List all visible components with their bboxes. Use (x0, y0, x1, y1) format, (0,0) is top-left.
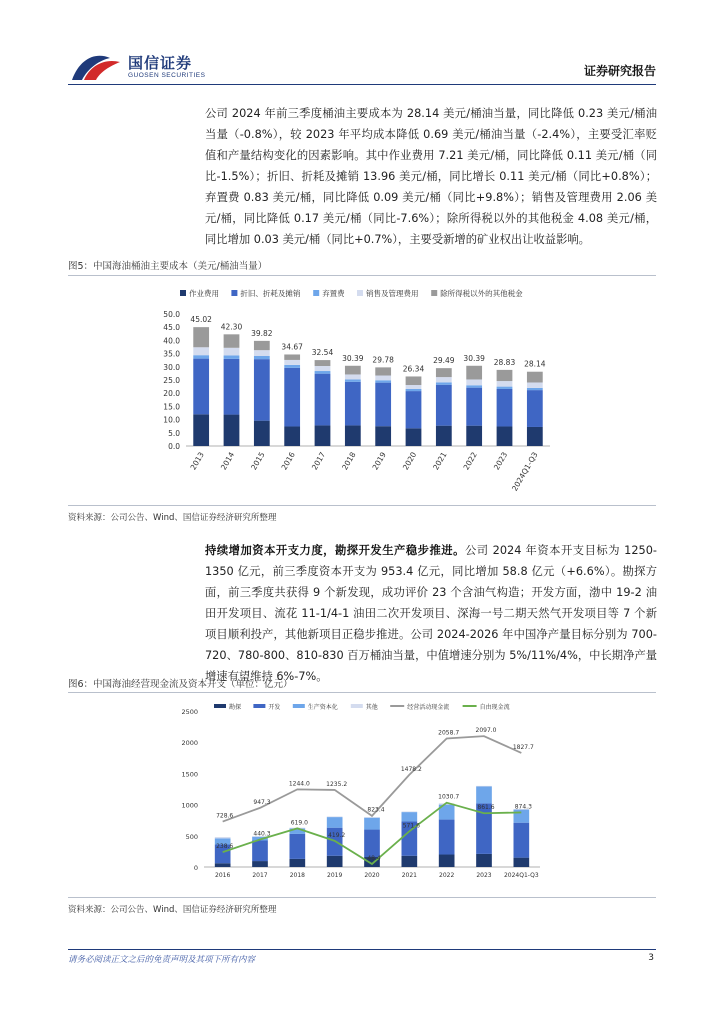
logo-text-en: GUOSEN SECURITIES (128, 72, 206, 79)
total-label: 28.14 (524, 359, 546, 369)
legend-swatch-3 (357, 290, 363, 296)
legend-label-1: 折旧、折耗及摊销 (240, 289, 301, 298)
x2-tick-label: 2022 (439, 872, 455, 879)
capex-segment-1 (513, 823, 529, 858)
header-divider (68, 84, 656, 85)
bar-segment-2 (375, 380, 391, 382)
y-tick-label: 35.0 (163, 349, 180, 359)
bar-segment-0 (224, 415, 240, 446)
capex-segment-2 (513, 810, 529, 823)
capex-segment-0 (215, 863, 231, 867)
bar-segment-2 (315, 371, 331, 374)
y2-tick-label: 1000 (181, 801, 198, 810)
figure6-source: 资料来源：公司公告、Wind、国信证券经济研究所整理 (68, 905, 277, 915)
capex-segment-3 (364, 817, 380, 818)
report-type: 证券研究报告 (583, 64, 656, 78)
line-value-label: 1244.0 (288, 780, 310, 788)
paragraph-cost: 公司 2024 年前三季度桶油主要成本为 28.14 美元/桶油当量，同比降低 0.23 美元/桶油当量（-0.8%），较 2023 年平均成本降低 0.69 美元/桶油当量（-2.4%），主要受汇率贬值和产量结构变化的因素影响。其中作业费用 7.21 美元/桶，同比降低 0.11 美元/桶（同比-1.5%）；折旧、折耗及摊销 13.96 美元/桶，同比增长 0.11 美元/桶（同比+0.8%）；弃置费 0.83 美元/桶，同比降低 0.09 美元/桶（同比+9.8%）；销售及管理费用 2.06 美元/桶，同比降低 0.17 美元/桶（同比-7.6%）；除所得税以外的其他税金 4.08 美元/桶，同比增加 0.03 美元/桶（同比+0.7%），主要受新增的矿业权出让收益影响。 (205, 107, 657, 246)
bar-segment-1 (224, 359, 240, 415)
bar-segment-1 (527, 390, 543, 427)
total-label: 39.82 (251, 328, 273, 338)
x2-tick-label: 2023 (476, 872, 492, 879)
line-value-label: 2058.7 (438, 729, 460, 737)
figure6-top-rule (68, 692, 656, 693)
legend2-label-2: 生产资本化 (307, 704, 338, 711)
x2-tick-label: 2024Q1-Q3 (503, 872, 539, 879)
bar-segment-0 (466, 426, 482, 446)
line-value-label: 619.0 (290, 819, 308, 827)
total-label: 34.67 (281, 342, 303, 352)
legend-swatch-4 (431, 290, 437, 296)
paragraph-capex-lead: 持续增加资本开支力度，勘探开发生产稳步推进。 (205, 544, 465, 557)
line-value-label: 1030.7 (438, 793, 460, 801)
y-tick-label: 25.0 (163, 376, 180, 385)
x-tick-label: 2015 (249, 450, 267, 472)
capex-segment-1 (289, 834, 305, 859)
capex-segment-0 (439, 855, 455, 867)
x2-tick-label: 2017 (252, 872, 268, 879)
page-number: 3 (648, 953, 654, 963)
bar-segment-2 (527, 388, 543, 390)
bar-segment-4 (375, 367, 391, 375)
bar-segment-0 (527, 427, 543, 446)
page-header (0, 0, 724, 90)
x-tick-label: 2019 (370, 450, 388, 472)
total-label: 28.83 (493, 357, 516, 367)
line-value-label: 440.3 (253, 830, 271, 838)
legend2-swatch-3 (351, 704, 363, 708)
figure6-bottom-rule (68, 897, 656, 898)
line-value-label: 861.6 (477, 804, 495, 812)
capex-segment-0 (252, 861, 268, 867)
bar-segment-3 (527, 382, 543, 387)
bar-segment-2 (284, 365, 300, 368)
figure5-bottom-rule (68, 505, 656, 506)
capex-segment-3 (327, 816, 343, 817)
capex-segment-2 (364, 818, 380, 830)
figure6-title: 图6：中国海油经营现金流及资本开支（单位：亿元） (68, 679, 293, 690)
x2-tick-label: 2021 (401, 872, 417, 879)
cashflow-capex-chart (170, 697, 570, 893)
x-tick-label: 2013 (188, 450, 206, 472)
legend2-swatch-0 (214, 704, 226, 708)
barrel-cost-chart (150, 280, 570, 500)
line-value-label: 947.3 (253, 798, 271, 806)
line-value-label: 571.6 (402, 822, 420, 830)
capex-segment-0 (513, 858, 529, 867)
footer-disclaimer: 请务必阅读正文之后的免责声明及其项下所有内容 (68, 955, 256, 965)
bar-segment-1 (193, 359, 209, 415)
legend2-line-label-1: 自由现金流 (479, 704, 510, 711)
y-tick-label: 30.0 (163, 362, 180, 372)
legend2-label-0: 勘探 (229, 704, 242, 711)
bar-segment-4 (345, 366, 361, 375)
total-label: 30.39 (463, 353, 485, 363)
bar-segment-0 (315, 425, 331, 446)
x-tick-label: 2021 (431, 450, 449, 472)
bar-segment-4 (466, 366, 482, 380)
footer-divider (68, 949, 656, 950)
capex-segment-2 (401, 812, 417, 821)
bar-segment-4 (224, 334, 240, 347)
capex-segment-2 (327, 817, 343, 828)
y2-tick-label: 0 (193, 864, 198, 872)
bar-segment-0 (254, 421, 270, 446)
y-tick-label: 45.0 (163, 323, 180, 333)
bar-segment-2 (497, 387, 513, 389)
x2-tick-label: 2019 (327, 872, 343, 879)
legend2-swatch-1 (253, 704, 265, 708)
figure5-top-rule (68, 275, 656, 276)
bar-segment-3 (466, 379, 482, 385)
x2-tick-label: 2020 (364, 872, 380, 879)
capex-segment-0 (401, 856, 417, 867)
extra-value-label: 823.4 (367, 806, 385, 814)
bar-segment-1 (254, 359, 270, 421)
y-tick-label: 20.0 (163, 389, 180, 399)
bar-segment-0 (193, 414, 209, 446)
legend-label-3: 销售及管理费用 (366, 289, 419, 298)
paragraph-capex-body: 公司 2024 年资本开支目标为 1250-1350 亿元，前三季度资本开支为 953.4 亿元，同比增加 58.8 亿元（+6.6%）。勘探方面，前三季度共获得 9 个新发现，成功评价 23 个含油气构造；开发方面，渤中 19-2 油田开发项目、流花 11-1/4-1 油田二次开发项目、深海一号二期天然气开发项目等 7 个新项目顺利投产，其他新项目正稳步推进。公司 2024-2026 年中国净产量目标分别为 700-720、780-800、810-830 百万桶油当量，中值增速分别为 5%/11%/4%，中长期净产量增速有望维持 6%-7%。 (205, 544, 657, 683)
line-value-label: 1478.2 (400, 765, 422, 773)
y2-tick-label: 2500 (181, 708, 198, 716)
bar-segment-0 (436, 426, 452, 446)
legend-swatch-0 (180, 290, 186, 296)
legend2-label-3: 其他 (365, 704, 378, 711)
total-label: 29.49 (433, 356, 455, 366)
total-label: 32.54 (311, 348, 334, 358)
bar-segment-2 (406, 389, 422, 391)
legend2-swatch-2 (293, 704, 305, 708)
bar-segment-2 (436, 382, 452, 384)
total-label: 42.30 (220, 322, 243, 332)
legend-label-0: 作业费用 (189, 289, 219, 298)
bar-segment-3 (345, 374, 361, 379)
bar-segment-0 (375, 426, 391, 446)
bar-segment-1 (345, 382, 361, 426)
line-value-label: 419.2 (328, 831, 346, 839)
bar-segment-4 (406, 376, 422, 385)
figure5-title: 图5：中国海油桶油主要成本（美元/桶油当量） (68, 261, 268, 272)
bar-segment-3 (224, 348, 240, 356)
line-value-label: 48.4 (367, 854, 381, 862)
y2-tick-label: 500 (185, 832, 198, 841)
bar-segment-2 (466, 385, 482, 387)
legend2-label-1: 开发 (268, 704, 281, 711)
bar-segment-4 (315, 360, 331, 366)
x-tick-label: 2016 (279, 450, 297, 472)
y2-tick-label: 1500 (181, 770, 198, 779)
line-value-label: 238.6 (216, 843, 234, 851)
x2-tick-label: 2018 (289, 872, 305, 879)
y2-tick-label: 2000 (181, 739, 198, 748)
bar-segment-1 (375, 383, 391, 427)
capex-segment-2 (476, 787, 492, 804)
bar-segment-1 (406, 391, 422, 428)
bar-segment-3 (193, 347, 209, 355)
bar-segment-0 (284, 426, 300, 446)
x-tick-label: 2024Q1-Q3 (510, 450, 540, 493)
line-value-label: 728.6 (216, 812, 234, 820)
line-value-label: 1827.7 (512, 743, 534, 751)
capex-segment-3 (476, 786, 492, 787)
capex-segment-1 (439, 820, 455, 855)
x-tick-label: 2020 (400, 450, 419, 472)
bar-segment-3 (254, 350, 270, 356)
legend-label-2: 弃置费 (322, 289, 345, 298)
bar-segment-3 (406, 385, 422, 389)
bar-segment-3 (284, 360, 300, 365)
bar-segment-3 (375, 376, 391, 381)
bar-segment-3 (436, 377, 452, 382)
line-value-label: 1235.2 (326, 780, 348, 788)
logo-text-cn: 国信证券 (128, 54, 193, 72)
bar-segment-2 (254, 356, 270, 359)
x-tick-label: 2022 (461, 450, 479, 472)
capex-segment-3 (215, 837, 231, 838)
total-label: 45.02 (190, 315, 212, 325)
y-tick-label: 40.0 (163, 336, 180, 346)
bar-segment-1 (497, 389, 513, 426)
total-label: 30.39 (342, 353, 364, 363)
line-value-label: 2097.0 (475, 727, 497, 735)
bar-segment-3 (497, 381, 513, 387)
guosen-logo-icon (70, 50, 126, 84)
bar-segment-0 (406, 428, 422, 446)
capex-segment-1 (364, 830, 380, 857)
bar-segment-0 (497, 426, 513, 446)
capex-segment-3 (401, 811, 417, 812)
y-tick-label: 0.0 (168, 442, 180, 451)
bar-segment-4 (527, 372, 543, 383)
legend-label-4: 除所得税以外的其他税金 (440, 289, 523, 298)
x-tick-label: 2014 (218, 450, 237, 472)
y-tick-label: 5.0 (168, 428, 180, 438)
capex-segment-0 (289, 859, 305, 867)
bar-segment-4 (436, 368, 452, 377)
bar-segment-4 (193, 327, 209, 347)
legend-swatch-2 (313, 290, 319, 296)
bar-segment-1 (315, 374, 331, 426)
bar-segment-1 (284, 368, 300, 427)
capex-segment-0 (476, 854, 492, 867)
bar-segment-3 (315, 366, 331, 371)
bar-segment-0 (345, 425, 361, 446)
y-tick-label: 10.0 (163, 415, 180, 425)
total-label: 26.34 (402, 364, 425, 374)
y-tick-label: 15.0 (163, 402, 180, 412)
legend-swatch-1 (231, 290, 237, 296)
bar-segment-2 (345, 379, 361, 381)
capex-segment-1 (252, 840, 268, 861)
legend2-line-label-0: 经营活动现金流 (407, 704, 450, 711)
figure5-source: 资料来源：公司公告、Wind、国信证券经济研究所整理 (68, 513, 277, 523)
x-tick-label: 2018 (340, 450, 358, 472)
bar-segment-4 (254, 341, 270, 350)
bar-segment-1 (466, 388, 482, 426)
bar-segment-1 (436, 385, 452, 426)
x-tick-label: 2017 (309, 450, 328, 472)
total-label: 29.78 (372, 355, 394, 365)
bar-segment-2 (193, 355, 209, 358)
x2-tick-label: 2016 (215, 872, 231, 879)
paragraph-capex (205, 540, 657, 687)
bar-segment-4 (284, 354, 300, 359)
bar-segment-2 (224, 355, 240, 358)
x-tick-label: 2023 (491, 450, 510, 472)
line-value-label: 874.3 (514, 803, 532, 811)
bar-segment-4 (497, 370, 513, 381)
y-tick-label: 50.0 (163, 310, 180, 319)
capex-segment-0 (327, 856, 343, 867)
